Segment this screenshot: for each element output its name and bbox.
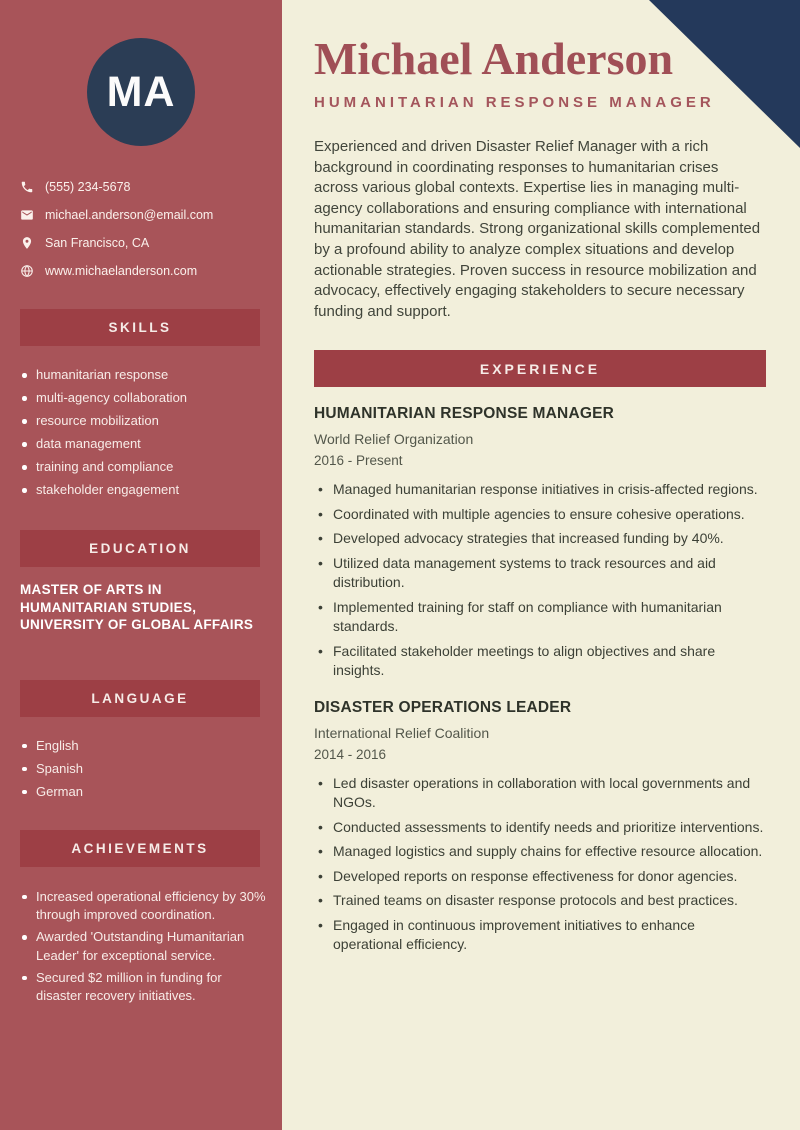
job-bullet: • Developed advocacy strategies that increased funding by 40%.: [314, 529, 766, 549]
contact-phone: [20, 179, 268, 195]
job-bullet-list: [314, 480, 766, 681]
achievement-item: Awarded 'Outstanding Humanitarian Leader' for exceptional service.: [20, 928, 266, 965]
avatar: [87, 38, 195, 146]
profile-summary: Experienced and driven Disaster Relief Manager with a rich background in coordinating responses to humanitarian crises across various global contexts. Expertise lies in managing multi-agency collaborations and ensuring compliance with international humanitarian standards. Strong organizational skills complemented by a profound ability to analyze complex situations and develop actionable strategies. Proven success in resource mobilization and advocacy, effectively engaging stakeholders to secure necessary funding and support.: [314, 138, 761, 320]
globe-icon: [20, 264, 34, 278]
education-title: EDUCATION: [89, 541, 191, 556]
page-title: Michael Anderson: [314, 33, 674, 84]
email-text: michael.anderson@email.com: [45, 208, 214, 222]
phone-icon: [20, 180, 34, 194]
contact-email: [20, 207, 268, 223]
achievement-item: Increased operational efficiency by 30% through improved coordination.: [20, 888, 266, 925]
education-degree: MASTER OF ARTS IN HUMANITARIAN STUDIES, UNIVERSITY OF GLOBAL AFFAIRS: [20, 582, 254, 632]
language-item: German: [20, 784, 266, 800]
language-list: [0, 738, 282, 800]
contact-location: [20, 235, 268, 251]
experience-section-header: [314, 350, 766, 387]
job-role: DISASTER OPERATIONS LEADER: [314, 698, 572, 716]
experience-entry: [314, 699, 766, 955]
skill-item: training and compliance: [20, 459, 266, 475]
job-bullet: • Led disaster operations in collaboration with local governments and NGOs.: [314, 774, 766, 813]
job-company: International Relief Coalition: [314, 724, 490, 741]
language-title: LANGUAGE: [91, 690, 189, 706]
job-company: World Relief Organization: [314, 431, 474, 448]
job-bullet: • Implemented training for staff on compliance with humanitarian standards.: [314, 598, 766, 637]
job-title-subheading: HUMANITARIAN RESPONSE MANAGER: [314, 94, 715, 111]
skill-item: data management: [20, 436, 266, 452]
location-icon: [20, 236, 34, 250]
contact-list: [0, 179, 282, 279]
job-role: HUMANITARIAN RESPONSE MANAGER: [314, 405, 615, 423]
language-item: English: [20, 738, 266, 754]
skill-item: humanitarian response: [20, 367, 266, 383]
job-bullet: • Managed humanitarian response initiatives in crisis-affected regions.: [314, 480, 766, 500]
email-icon: [20, 208, 34, 222]
skill-item: resource mobilization: [20, 413, 266, 429]
language-item: Spanish: [20, 761, 266, 777]
skills-section-header: [20, 309, 260, 346]
education-section-header: [20, 530, 260, 567]
language-section-header: [20, 680, 260, 717]
job-bullet: • Developed reports on response effectiveness for donor agencies.: [314, 867, 766, 887]
experience-entry: [314, 405, 766, 681]
skill-item: multi-agency collaboration: [20, 390, 266, 406]
website-text: www.michaelanderson.com: [45, 264, 198, 278]
job-bullet: • Facilitated stakeholder meetings to align objectives and share insights.: [314, 642, 766, 681]
phone-text: (555) 234-5678: [45, 180, 131, 194]
job-bullet: • Trained teams on disaster response protocols and best practices.: [314, 891, 766, 911]
job-dates: 2014 - 2016: [314, 746, 387, 762]
achievements-title: ACHIEVEMENTS: [71, 840, 209, 856]
main-content: [282, 0, 800, 1130]
skills-title: SKILLS: [108, 320, 172, 335]
experience-title: EXPERIENCE: [479, 360, 601, 377]
job-bullet: • Managed logistics and supply chains for effective resource allocation.: [314, 842, 766, 862]
job-bullet: • Engaged in continuous improvement initiatives to enhance operational efficiency.: [314, 916, 766, 955]
achievements-list: [0, 888, 282, 1006]
skills-list: [0, 367, 282, 498]
contact-website: [20, 263, 268, 279]
job-dates: 2016 - Present: [314, 453, 403, 469]
achievements-section-header: [20, 830, 260, 867]
sidebar: [0, 0, 282, 1130]
achievement-item: Secured $2 million in funding for disaster recovery initiatives.: [20, 969, 266, 1006]
job-bullet-list: [314, 774, 766, 955]
skill-item: stakeholder engagement: [20, 482, 266, 498]
job-bullet: • Coordinated with multiple agencies to ensure cohesive operations.: [314, 505, 766, 525]
avatar-initials: MA: [106, 67, 176, 116]
job-bullet: • Utilized data management systems to track resources and aid distribution.: [314, 554, 766, 593]
location-text: San Francisco, CA: [45, 236, 150, 250]
job-bullet: • Conducted assessments to identify needs and prioritize interventions.: [314, 818, 766, 838]
